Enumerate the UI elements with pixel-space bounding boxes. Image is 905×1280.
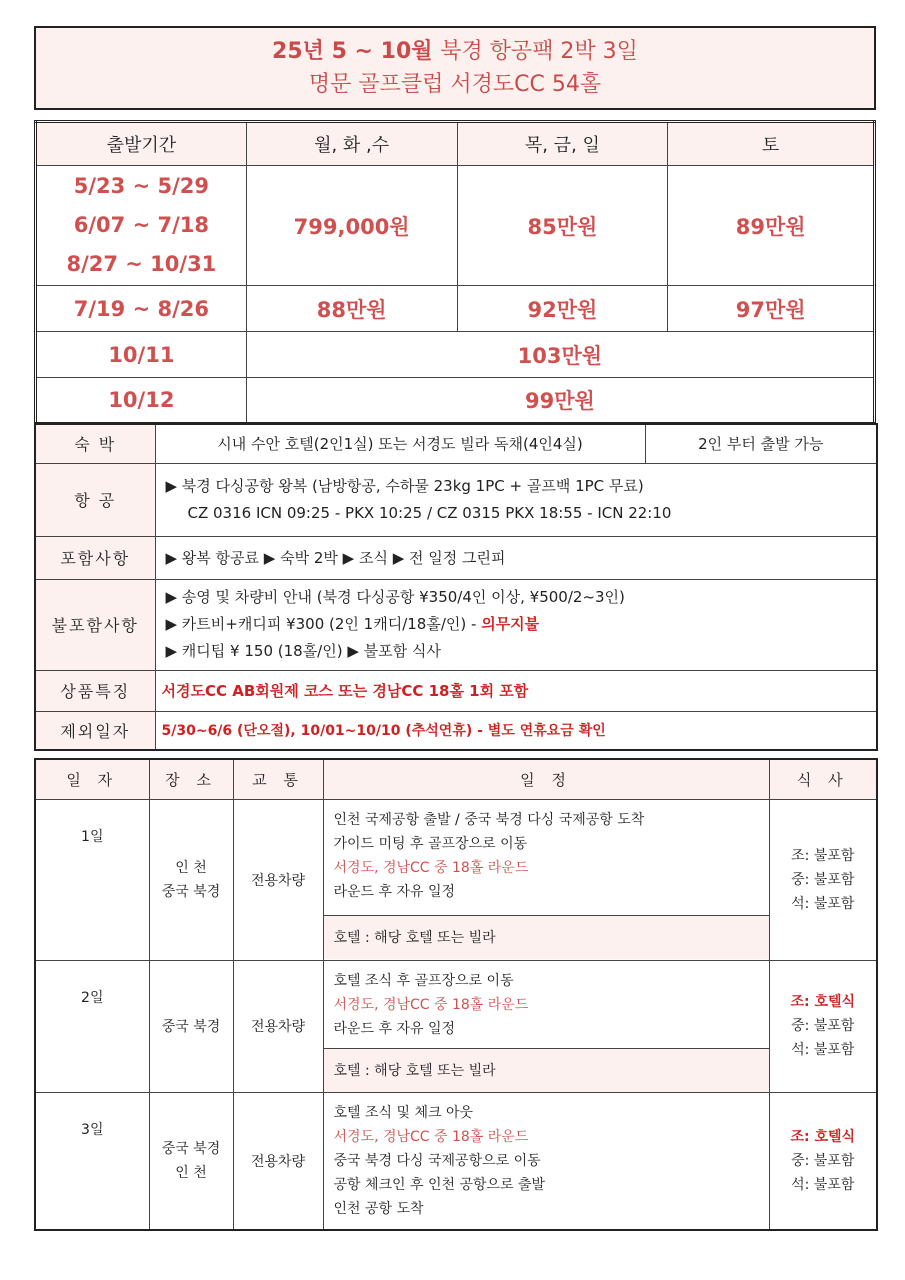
flight-line-2: CZ 0316 ICN 09:25 - PKX 10:25 / CZ 0315 PKX 18:55 - ICN 22:10 xyxy=(187,503,672,522)
excluded-line-2 xyxy=(166,611,867,638)
period-cell: 10/11 xyxy=(36,332,247,378)
meal-cell xyxy=(769,1092,877,1230)
header-schedule: 일 정 xyxy=(323,759,769,799)
excluded-label: 불포함사항 xyxy=(35,579,155,670)
place-value: 중국 북경 xyxy=(161,1140,221,1157)
price-cell: 99만원 xyxy=(246,378,874,424)
schedule-cell xyxy=(323,799,769,960)
meal-cell xyxy=(769,799,877,960)
price-cell: 85만원 xyxy=(457,166,668,286)
included-label: 포함사항 xyxy=(35,536,155,579)
schedule-line: 라운드 후 자유 일정 xyxy=(333,1020,456,1037)
lodging-label: 숙 박 xyxy=(35,424,155,463)
features-text: 서경도CC AB회원제 코스 또는 경남CC 18홀 1회 포함 xyxy=(155,670,877,711)
transport-cell: 전용차량 xyxy=(233,1092,323,1230)
info-row-blackout xyxy=(35,711,877,750)
included-text: ▶ 왕복 항공료 ▶ 숙박 2박 ▶ 조식 ▶ 전 일정 그린피 xyxy=(155,536,877,579)
blackout-label: 제외일자 xyxy=(35,711,155,750)
header-transport: 교 통 xyxy=(233,759,323,799)
price-row xyxy=(36,332,875,378)
excluded-line-2-text: ▶ 카트비+캐디피 ¥300 (2인 1캐디/18홀/인) - xyxy=(165,615,482,633)
info-row-lodging xyxy=(35,424,877,463)
header-place: 장 소 xyxy=(149,759,233,799)
place-value: 인 천 xyxy=(175,859,207,876)
day-label: 1일 xyxy=(35,799,149,960)
place-cell xyxy=(149,1092,233,1230)
meal-lunch: 중: 불포함 xyxy=(791,1018,855,1034)
header-meals: 식 사 xyxy=(769,759,877,799)
period-cell: 7/19 ~ 8/26 xyxy=(36,286,247,332)
period-value: 6/07 ~ 7/18 xyxy=(73,213,209,237)
meal-cell xyxy=(769,960,877,1092)
schedule-line: 호텔 조식 후 골프장으로 이동 xyxy=(333,972,514,989)
schedule-cell xyxy=(323,1092,769,1230)
flight-text xyxy=(155,463,877,536)
lodging-note: 2인 부터 출발 가능 xyxy=(645,424,877,463)
schedule-line: 공항 체크인 후 인천 공항으로 출발 xyxy=(333,1176,546,1193)
lodging-text: 시내 수안 호텔(2인1실) 또는 서경도 빌라 독채(4인4실) xyxy=(155,424,645,463)
schedule-lines xyxy=(324,800,769,915)
hotel-line: 호텔 : 해당 호텔 또는 빌라 xyxy=(324,915,769,959)
header-day: 일 자 xyxy=(35,759,149,799)
excluded-line-3: ▶ 캐디팁 ¥ 150 (18홀/인) ▶ 불포함 식사 xyxy=(165,642,441,660)
period-cell xyxy=(36,166,247,286)
meal-lunch: 중: 불포함 xyxy=(791,1152,855,1169)
schedule-line: 인천 국제공항 출발 / 중국 북경 다싱 국제공항 도착 xyxy=(333,811,645,828)
schedule-line: 라운드 후 자유 일정 xyxy=(333,883,456,900)
price-row xyxy=(36,166,875,286)
price-cell: 97만원 xyxy=(668,286,875,332)
schedule-line: 서경도, 경남CC 중 18홀 라운드 xyxy=(333,996,529,1013)
flight-label: 항 공 xyxy=(35,463,155,536)
place-cell xyxy=(149,799,233,960)
price-row xyxy=(36,378,875,424)
itinerary-header-row xyxy=(35,759,877,799)
features-label: 상품특징 xyxy=(35,670,155,711)
price-cell: 103만원 xyxy=(246,332,874,378)
info-row-flight xyxy=(35,463,877,536)
day-label: 3일 xyxy=(35,1092,149,1230)
title-box xyxy=(34,26,876,110)
meal-dinner: 석: 불포함 xyxy=(791,895,855,912)
price-row xyxy=(36,286,875,332)
schedule-line: 서경도, 경남CC 중 18홀 라운드 xyxy=(333,859,529,876)
mandatory-note: 의무지불 xyxy=(481,615,540,633)
period-value: 5/23 ~ 5/29 xyxy=(73,174,209,198)
excluded-text xyxy=(155,579,877,670)
period-cell: 10/12 xyxy=(36,378,247,424)
header-mon-wed: 월, 화 ,수 xyxy=(246,122,457,166)
price-cell: 799,000원 xyxy=(246,166,457,286)
price-cell: 89만원 xyxy=(668,166,875,286)
header-sat: 토 xyxy=(668,122,875,166)
info-row-features xyxy=(35,670,877,711)
meal-breakfast: 조: 호텔식 xyxy=(790,1128,856,1145)
header-thu-sun: 목, 금, 일 xyxy=(457,122,668,166)
price-header-row xyxy=(36,122,875,166)
info-row-included xyxy=(35,536,877,579)
schedule-line: 호텔 조식 및 체크 아웃 xyxy=(333,1104,474,1121)
itinerary-row-day2 xyxy=(35,960,877,1092)
title-line-1 xyxy=(272,35,638,68)
period-value: 8/27 ~ 10/31 xyxy=(66,252,217,276)
title-line-2: 명문 골프클럽 서경도CC 54홀 xyxy=(308,72,602,97)
meal-dinner: 석: 불포함 xyxy=(791,1176,855,1193)
schedule-line: 인천 공항 도착 xyxy=(333,1200,424,1217)
title-date-range: 25년 5 ~ 10월 xyxy=(272,39,433,64)
header-period: 출발기간 xyxy=(36,122,247,166)
place-cell: 중국 북경 xyxy=(149,960,233,1092)
transport-cell: 전용차량 xyxy=(233,960,323,1092)
place-value: 중국 북경 xyxy=(161,883,221,900)
excluded-line-1: ▶ 송영 및 차량비 안내 (북경 다싱공항 ¥350/4인 이상, ¥500/2~3인) xyxy=(165,588,625,606)
schedule-line: 서경도, 경남CC 중 18홀 라운드 xyxy=(333,1128,529,1145)
hotel-line: 호텔 : 해당 호텔 또는 빌라 xyxy=(324,1048,769,1092)
day-label: 2일 xyxy=(35,960,149,1092)
schedule-line: 중국 북경 다싱 국제공항으로 이동 xyxy=(333,1152,541,1169)
schedule-lines xyxy=(324,1093,769,1229)
info-table xyxy=(34,423,878,751)
schedule-cell xyxy=(323,960,769,1092)
place-value: 인 천 xyxy=(175,1164,207,1181)
meal-breakfast: 조: 불포함 xyxy=(791,847,855,864)
price-table xyxy=(34,120,876,425)
price-cell: 92만원 xyxy=(457,286,668,332)
itinerary-row-day3 xyxy=(35,1092,877,1230)
itinerary-table xyxy=(34,758,878,1231)
itinerary-row-day1 xyxy=(35,799,877,960)
info-row-excluded xyxy=(35,579,877,670)
meal-lunch: 중: 불포함 xyxy=(791,871,855,888)
transport-cell: 전용차량 xyxy=(233,799,323,960)
price-cell: 88만원 xyxy=(246,286,457,332)
meal-dinner: 석: 불포함 xyxy=(791,1042,855,1058)
schedule-line: 가이드 미팅 후 골프장으로 이동 xyxy=(333,835,528,852)
meal-breakfast: 조: 호텔식 xyxy=(790,994,856,1010)
blackout-text: 5/30~6/6 (단오절), 10/01~10/10 (추석연휴) - 별도 연휴요금 확인 xyxy=(155,711,877,750)
schedule-lines xyxy=(324,961,769,1048)
flight-line-1: ▶ 북경 다싱공항 왕복 (남방항공, 수하물 23kg 1PC + 골프백 1PC 무료) xyxy=(165,476,644,495)
title-product: 북경 항공팩 2박 3일 xyxy=(440,39,638,64)
